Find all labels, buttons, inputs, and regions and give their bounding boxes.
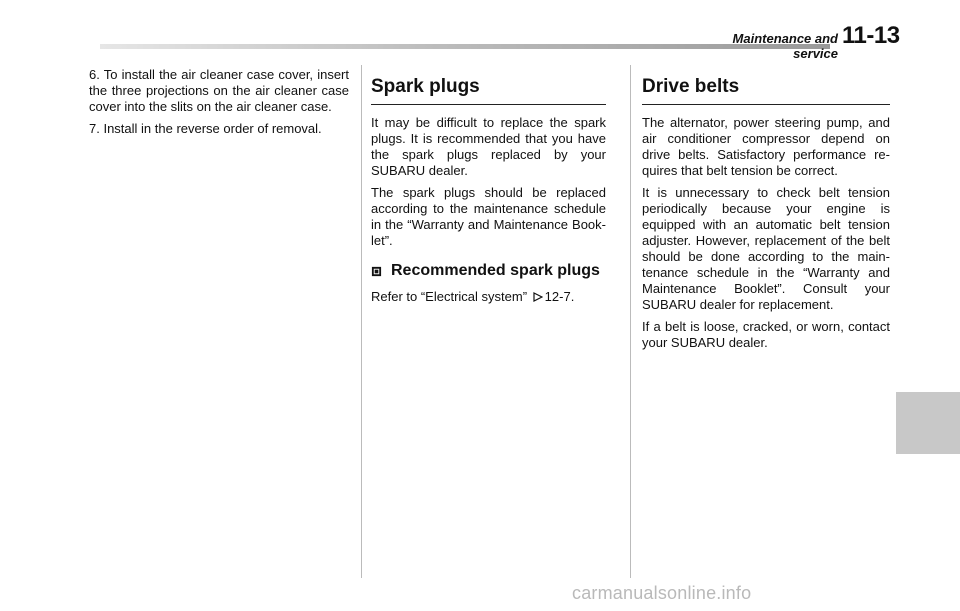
chapter-thumb-tab [896,392,960,454]
column-drive-belts [642,76,890,357]
column-spark-plugs [371,76,606,311]
body-paragraph: It may be difficult to replace the spark plugs. It is recommended that you have the spark plugs replaced by your SUBARU dealer. [371,115,606,178]
page-reference-arrow-icon [533,292,543,302]
instruction-step: 7. Install in the reverse order of removal. [89,121,322,136]
body-paragraph: If a belt is loose, cracked, or worn, contact your SUBARU dealer. [642,319,890,350]
body-paragraph: The spark plugs should be replaced according to the maintenance schedule in the “Warranty and Maintenance Book-let”. [371,185,606,248]
page-number: 11-13 [842,22,900,49]
section-title: Maintenance and service [732,31,838,61]
reference-line [371,289,606,305]
column-divider [361,65,362,578]
watermark: carmanualsonline.info [572,583,752,603]
ampersand-bullet-icon [371,266,382,277]
reference-text: Refer to “Electrical system” [371,289,528,304]
instruction-step: 6. To install the air cleaner case cover, insert the three projections on the air cleaner case cover into the slits on the air cleaner case. [89,67,349,114]
body-paragraph: The alternator, power steering pump, and air conditioner compressor depend on drive belts. Satisfactory performance re-quires that belt tension be correct. [642,115,890,178]
reference-page[interactable]: 12-7. [544,289,575,304]
body-paragraph: It is unnecessary to check belt tension periodically because your engine is equipped with an automatic belt tension adjuster. However, replacement of the belt should be done according to the main-tenance schedule in the “Warranty and Maintenance Booklet”. Consult your SUBARU dealer for replacement. [642,185,890,312]
subheading-text: Recommended spark plugs [391,262,600,279]
column-divider [630,65,631,578]
section-heading-drive-belts: Drive belts [642,76,890,105]
section-heading-spark-plugs: Spark plugs [371,76,606,105]
column-left [89,67,349,143]
subheading-recommended-spark-plugs [371,261,606,281]
